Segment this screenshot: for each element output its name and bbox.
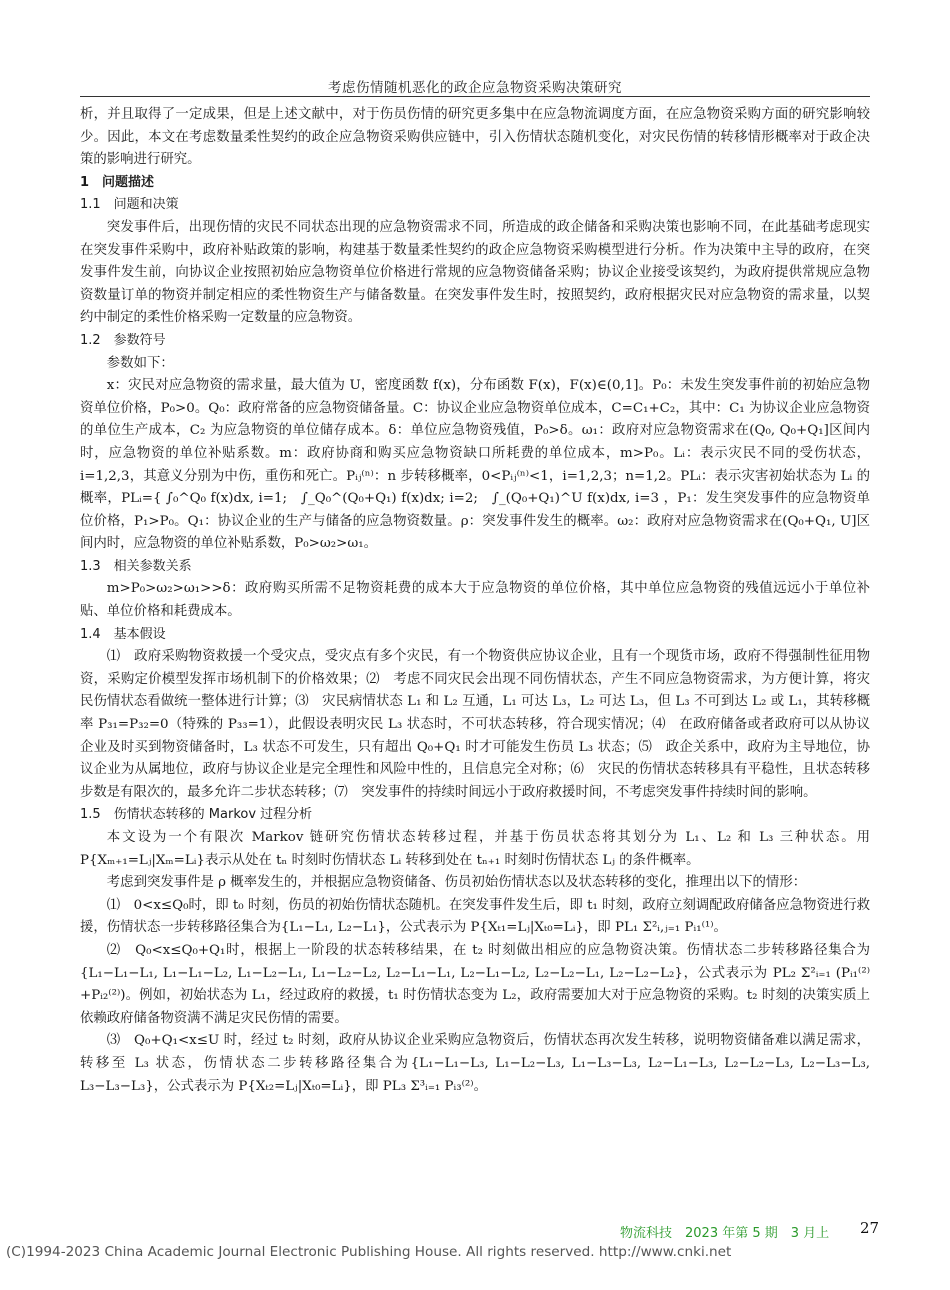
page-number: 27 xyxy=(860,1219,880,1237)
markov-paragraph-b: 考虑到突发事件是 ρ 概率发生的，并根据应急物资储备、伤员初始伤情状态以及状态转移的变化，推理出以下的情形： xyxy=(106,875,807,891)
section-1-5-heading: 1.5 伤情状态转移的 Markov 过程分析 xyxy=(80,807,313,823)
running-title: 考虑伤情随机恶化的政企应急物资采购决策研究 xyxy=(328,80,622,96)
case-3-paragraph: ⑶ Q₀+Q₁<x≤U 时，经过 t₂ 时刻，政府从协议企业采购应急物资后，伤情状态再次发生转移，说明物资储备难以满足需求，转移至 L₃ 状态，伤情状态二步转移路径集合为{L₁−L₁−L₃, L₁−L₂−L₃, L₁−L₃−L₃, L₂−L₁−L₃, L₂−L₂−L₃, L₂−L₃−L₃, L₃−L₃−L₃}，公式表示为 P{Xₜ₂=Lⱼ|Xₜ₀=Lᵢ}，即 PL₃ Σ³ᵢ₌₁ Pᵢ₃⁽²⁾。 xyxy=(80,1033,870,1094)
section-1-2-heading: 1.2 参数符号 xyxy=(80,332,166,348)
section-1-3-heading: 1.3 相关参数关系 xyxy=(80,558,192,574)
section-1-1-heading: 1.1 问题和决策 xyxy=(80,197,179,213)
copyright-notice: (C)1994-2023 China Academic Journal Electronic Publishing House. All rights reserved. http://www.cnki.net xyxy=(6,1244,732,1260)
relations-paragraph: m>P₀>ω₂>ω₁>>δ：政府购买所需不足物资耗费的成本大于应急物资的单位价格，其中单位应急物资的残值远远小于单位补贴、单位价格和耗费成本。 xyxy=(80,581,870,620)
assumptions-paragraph: ⑴ 政府采购物资救援一个受灾点，受灾点有多个灾民，有一个物资供应协议企业，且有一个现货市场，政府不得强制性征用物资，采购定价模型发挥市场机制下的价格效果；⑵ 考虑不同灾民会出现不同伤情状态，产生不同应急物资需求，为方便计算，将灾民伤情状态看做统一整体进行计算；⑶ 灾民病情状态 L₁ 和 L₂ 互通，L₁ 可达 L₃，L₂ 可达 L₃，但 L₃ 不可到达 L₂ 或 L₁，其转移概率 P₃₁=P₃₂=0（特殊的 P₃₃=1），此假设表明灾民 L₃ 状态时，不可状态转移，符合现实情况；⑷ 在政府储备或者政府可以从协议企业及时买到物资储备时，L₃ 状态不可发生，只有超出 Q₀+Q₁ 时才可能发生伤员 L₃ 状态；⑸ 政企关系中，政府为主导地位，协议企业为从属地位，政府与协议企业是完全理性和风险中性的，且信息完全对称；⑹ 灾民的伤情状态转移具有平稳性，且状态转移步数是有限次的，最多允许二步状态转移；⑺ 突发事件的持续时间远小于政府救援时间，不考虑突发事件持续时间的影响。 xyxy=(80,649,870,800)
case-1-paragraph: ⑴ 0<x≤Q₀时，即 t₀ 时刻，伤员的初始伤情状态随机。在突发事件发生后，即 t₁ 时刻，政府立刻调配政府储备应急物资进行救援，伤情状态一步转移路径集合为{L₁−L₁, L₂−L₁}，公式表示为 P{Xₜ₁=Lⱼ|Xₜ₀=Lᵢ}，即 PL₁ Σ²ᵢ,ⱼ₌₁ Pᵢ₁⁽¹⁾。 xyxy=(80,897,870,936)
intro-paragraph: 析，并且取得了一定成果，但是上述文献中，对于伤员伤情的研究更多集中在应急物流调度方面，在应急物资采购方面的研究影响较少。因此，本文在考虑数量柔性契约的政企应急物资采购供应链中，引入伤情状态随机变化，对灾民伤情的转移情形概率对于政企决策的影响进行研究。 xyxy=(80,107,870,168)
case-2-paragraph: ⑵ Q₀<x≤Q₀+Q₁时，根据上一阶段的状态转移结果，在 t₂ 时刻做出相应的应急物资决策。伤情状态二步转移路径集合为{L₁−L₁−L₁, L₁−L₁−L₂, L₁−L₂−L₁, L₁−L₂−L₂, L₂−L₁−L₁, L₂−L₁−L₂, L₂−L₂−L₁, L₂−L₂−L₂}，公式表示为 PL₂ Σ²ᵢ₌₁ (Pᵢ₁⁽²⁾+Pᵢ₂⁽²⁾)。例如，初始状态为 L₁，经过政府的救援，t₁ 时伤情状态变为 L₂，政府需要加大对于应急物资的采购。t₂ 时刻的决策实质上依赖政府储备物资满不满足灾民伤情的需要。 xyxy=(80,942,870,1026)
section-1-4-heading: 1.4 基本假设 xyxy=(80,626,166,642)
journal-footer: 物流科技 2023 年第 5 期 3 月上 xyxy=(620,1226,830,1241)
markov-paragraph-a: 本文设为一个有限次 Markov 链研究伤情状态转移过程，并基于伤员状态将其划分为 L₁、L₂ 和 L₃ 三种状态。用 P{Xₘ₊₁=Lⱼ|Xₘ=Lᵢ}表示从处在 tₙ 时刻时伤情状态 Lᵢ 转移到处在 tₙ₊₁ 时刻时伤情状态 Lⱼ 的条件概率。 xyxy=(80,830,870,868)
header-divider xyxy=(80,96,870,97)
params-intro: 参数如下： xyxy=(106,355,174,371)
params-paragraph: x：灾民对应急物资的需求量，最大值为 U，密度函数 f(x)，分布函数 F(x)，F(x)∈(0,1]。P₀：未发生突发事件前的初始应急物资单位价格，P₀>0。Q₀：政府常备的应急物资储备量。C：协议企业应急物资单位成本，C=C₁+C₂，其中：C₁ 为协议企业应急物资的单位生产成本，C₂ 为应急物资的单位储存成本。δ：单位应急物资残值，P₀>δ。ω₁：政府对应急物资需求在(Q₀, Q₀+Q₁]区间内时，应急物资的单位补贴系数。m：政府协商和购买应急物资缺口所耗费的单位成本，m>P₀。Lᵢ：表示灾民不同的受伤状态，i=1,2,3，其意义分别为中伤，重伤和死亡。Pᵢⱼ⁽ⁿ⁾：n 步转移概率，0<Pᵢⱼ⁽ⁿ⁾<1，i=1,2,3；n=1,2。PLᵢ：表示灾害初始状态为 Lᵢ 的概率，PLᵢ={ ∫₀^Q₀ f(x)dx, i=1; ∫_Q₀^(Q₀+Q₁) f(x)dx; i=2; ∫_(Q₀+Q₁)^U f(x)dx, i=3 ，P₁：发生突发事件的应急物资单位价格，P₁>P₀。Q₁：协议企业的生产与储备的应急物资数量。ρ：突发事件发生的概率。ω₂：政府对应急物资需求在(Q₀+Q₁, U]区间内时，应急物资的单位补贴系数，P₀>ω₂>ω₁。 xyxy=(80,378,870,552)
problem-paragraph: 突发事件后，出现伤情的灾民不同状态出现的应急物资需求不同，所造成的政企储备和采购决策也影响不同，在此基础考虑现实在突发事件采购中，政府补贴政策的影响，构建基于数量柔性契约的政企应急物资采购模型进行分析。作为决策中主导的政府，在突发事件发生前，向协议企业按照初始应急物资单位价格进行常规的应急物资储备采购；协议企业接受该契约，为政府提供常规应急物资数量订单的物资并制定相应的柔性物资生产与储备数量。在突发事件发生时，按照契约，政府根据灾民对应急物资的需求量，以契约中制定的柔性价格采购一定数量的应急物资。 xyxy=(80,219,870,326)
article-body xyxy=(80,104,870,1098)
section-1-heading: 1 问题描述 xyxy=(80,174,155,190)
